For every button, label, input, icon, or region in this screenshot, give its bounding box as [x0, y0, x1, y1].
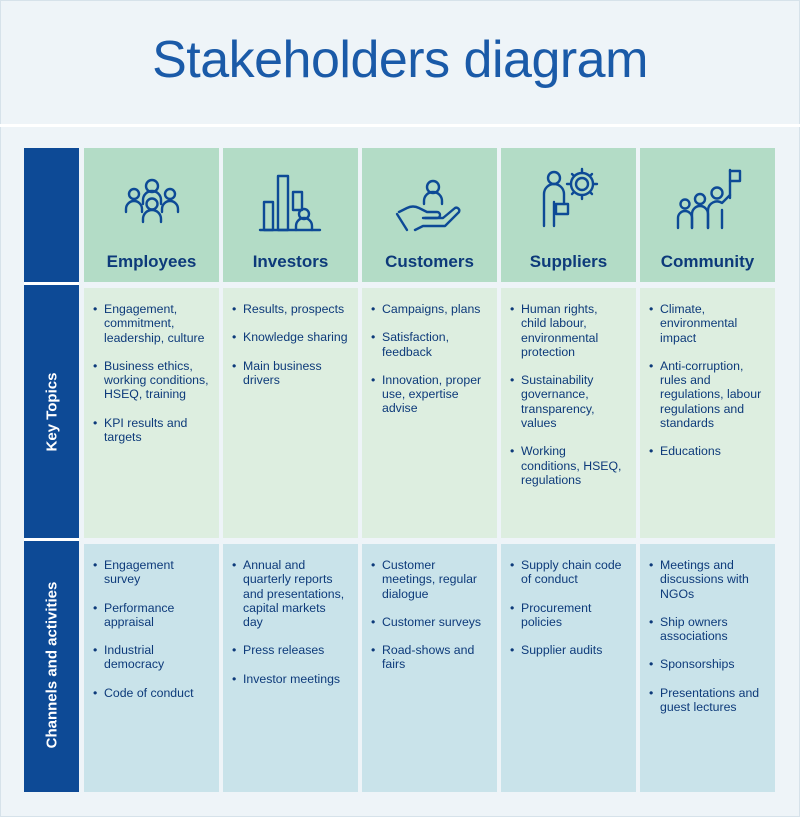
- key-topics-cell: [640, 288, 775, 538]
- column-title: Customers: [385, 252, 474, 271]
- list-item: • KPI results and targets: [90, 416, 209, 445]
- channels-cell: [640, 544, 775, 792]
- list-item: • Customer meetings, regular dialogue: [368, 558, 487, 601]
- list-item: • Working conditions, HSEQ, regulations: [507, 444, 626, 487]
- list-item: • Customer surveys: [368, 615, 487, 629]
- channels-cell: [362, 544, 497, 792]
- page-title: Stakeholders diagram: [152, 31, 648, 89]
- row-label-sidebar: [24, 148, 79, 792]
- list-item: • Sponsorships: [646, 657, 765, 671]
- sidebar-divider: [24, 282, 79, 285]
- people-flag-icon: [673, 166, 743, 236]
- column-investors: [223, 148, 358, 792]
- column-header: [84, 148, 219, 282]
- hand-person-icon: [395, 178, 465, 238]
- list-item: • Campaigns, plans: [368, 302, 487, 316]
- column-title: Community: [660, 252, 755, 271]
- channels-cell: [84, 544, 219, 792]
- channels-cell: [501, 544, 636, 792]
- list-item: • Educations: [646, 444, 765, 458]
- key-topics-cell: [362, 288, 497, 538]
- column-title: Suppliers: [529, 252, 608, 271]
- list-item: • Procurement policies: [507, 601, 626, 630]
- list-item: • Innovation, proper use, expertise advise: [368, 373, 487, 416]
- column-header: [640, 148, 775, 282]
- list-item: • Supply chain code of conduct: [507, 558, 626, 587]
- row-label-key-topics: Key Topics: [43, 372, 60, 452]
- person-gear-icon: [534, 166, 604, 236]
- list-item: • Supplier audits: [507, 643, 626, 657]
- list-item: • Ship owners associations: [646, 615, 765, 644]
- key-topics-cell: [84, 288, 219, 538]
- column-customers: [362, 148, 497, 792]
- people-group-icon: [117, 170, 187, 230]
- list-item: • Knowledge sharing: [229, 330, 348, 344]
- column-community: [640, 148, 775, 792]
- list-item: • Engagement survey: [90, 558, 209, 587]
- column-title: Employees: [106, 252, 197, 271]
- list-item: • Main business drivers: [229, 359, 348, 388]
- column-header: [501, 148, 636, 282]
- list-item: • Investor meetings: [229, 672, 348, 686]
- key-topics-cell: [223, 288, 358, 538]
- column-header: [223, 148, 358, 282]
- list-item: • Business ethics, working conditions, HSEQ, training: [90, 359, 209, 402]
- column-header: [362, 148, 497, 282]
- list-item: • Meetings and discussions with NGOs: [646, 558, 765, 601]
- list-item: • Results, prospects: [229, 302, 348, 316]
- list-item: • Anti-corruption, rules and regulations, labour regulations and standards: [646, 359, 765, 430]
- column-suppliers: [501, 148, 636, 792]
- sidebar-divider: [24, 538, 79, 541]
- list-item: • Engagement, commitment, leadership, culture: [90, 302, 209, 345]
- column-employees: [84, 148, 219, 792]
- key-topics-cell: [501, 288, 636, 538]
- list-item: • Road-shows and fairs: [368, 643, 487, 672]
- list-item: • Code of conduct: [90, 686, 209, 700]
- list-item: • Presentations and guest lectures: [646, 686, 765, 715]
- list-item: • Sustainability governance, transparency, values: [507, 373, 626, 430]
- row-label-channels: Channels and activities: [43, 581, 60, 749]
- column-title: Investors: [252, 252, 329, 271]
- list-item: • Human rights, child labour, environmental protection: [507, 302, 626, 359]
- list-item: • Performance appraisal: [90, 601, 209, 630]
- list-item: • Annual and quarterly reports and presentations, capital markets day: [229, 558, 348, 629]
- channels-cell: [223, 544, 358, 792]
- bar-chart-person-icon: [256, 170, 326, 236]
- list-item: • Press releases: [229, 643, 348, 657]
- list-item: • Industrial democracy: [90, 643, 209, 672]
- list-item: • Climate, environmental impact: [646, 302, 765, 345]
- list-item: • Satisfaction, feedback: [368, 330, 487, 359]
- title-divider: [0, 124, 800, 127]
